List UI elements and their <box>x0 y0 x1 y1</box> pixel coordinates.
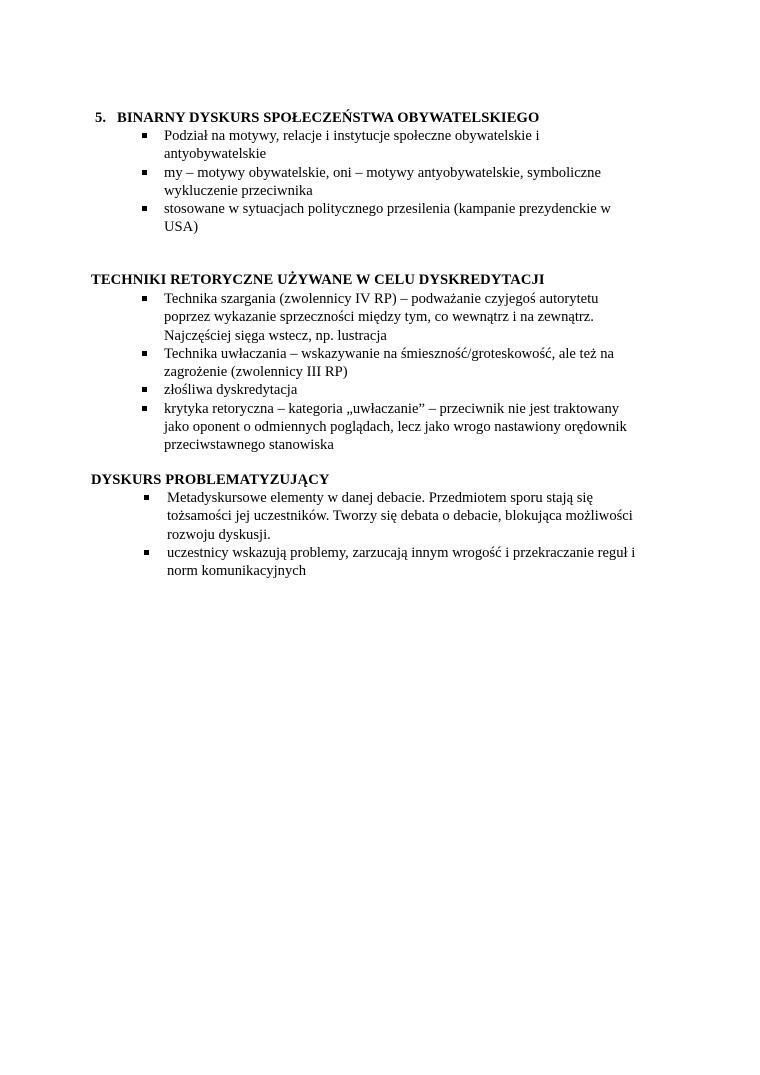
list-item-line: antyobywatelskie <box>164 146 267 163</box>
square-bullet-icon <box>142 133 147 138</box>
square-bullet-icon <box>142 296 147 301</box>
section-heading <box>91 471 330 489</box>
section-heading <box>95 109 539 127</box>
list-item-line: wykluczenie przeciwnika <box>164 182 313 199</box>
list-item-line: przeciwstawnego stanowiska <box>164 437 334 454</box>
list-item-line: uczestnicy wskazują problemy, zarzucają innym wrogość i przekraczanie reguł i <box>167 544 636 561</box>
section-number: 5. <box>95 110 107 126</box>
list-item-line: krytyka retoryczna – kategoria „uwłaczanie” – przeciwnik nie jest traktowany <box>164 400 620 417</box>
square-bullet-icon <box>142 351 147 356</box>
list-item <box>164 381 644 399</box>
list-item <box>164 290 644 345</box>
section-title: TECHNIKI RETORYCZNE UŻYWANE W CELU DYSKREDYTACJI <box>91 272 545 288</box>
list-item <box>164 127 634 164</box>
bullet-list <box>164 290 644 455</box>
square-bullet-icon <box>144 495 149 500</box>
section-title: BINARNY DYSKURS SPOŁECZEŃSTWA OBYWATELSKIEGO <box>117 110 540 126</box>
list-item-line: rozwoju dyskusji. <box>167 526 271 543</box>
list-item <box>167 489 667 544</box>
list-item <box>164 345 644 382</box>
list-item-line: Najczęściej sięga wstecz, np. lustracja <box>164 327 387 344</box>
square-bullet-icon <box>144 550 149 555</box>
list-item-line: tożsamości jej uczestników. Tworzy się debata o debacie, blokująca możliwości <box>167 508 633 525</box>
list-item <box>164 200 634 237</box>
list-item-line: my – motywy obywatelskie, oni – motywy antyobywatelskie, symboliczne <box>164 164 601 181</box>
list-item-line: stosowane w sytuacjach politycznego przesilenia (kampanie prezydenckie w <box>164 201 611 218</box>
square-bullet-icon <box>142 406 147 411</box>
list-item <box>164 164 634 201</box>
section-title: DYSKURS PROBLEMATYZUJĄCY <box>91 472 330 488</box>
list-item-line: zagrożenie (zwolennicy III RP) <box>164 364 348 381</box>
bullet-list <box>167 489 667 580</box>
list-item <box>167 544 667 581</box>
list-item-line: Technika uwłaczania – wskazywanie na śmieszność/groteskowość, ale też na <box>164 345 614 362</box>
list-item-line: Technika szargania (zwolennicy IV RP) – podważanie czyjegoś autorytetu <box>164 291 599 307</box>
list-item-line: Podział na motywy, relacje i instytucje społeczne obywatelskie i <box>164 128 540 144</box>
list-item-line: norm komunikacyjnych <box>167 563 307 580</box>
list-item-line: poprzez wykazanie sprzeczności między tym, co wewnątrz i na zewnątrz. <box>164 309 594 326</box>
list-item <box>164 400 644 455</box>
bullet-list <box>164 127 634 237</box>
list-item-line: USA) <box>164 219 199 236</box>
list-item-line: Metadyskursowe elementy w danej debacie. Przedmiotem sporu stają się <box>167 490 593 506</box>
square-bullet-icon <box>142 387 147 392</box>
section-heading <box>91 271 545 289</box>
square-bullet-icon <box>142 170 147 175</box>
list-item-line: złośliwa dyskredytacja <box>164 382 298 399</box>
square-bullet-icon <box>142 206 147 211</box>
list-item-line: jako oponent o odmiennych poglądach, lecz jako wrogo nastawiony orędownik <box>164 419 627 436</box>
